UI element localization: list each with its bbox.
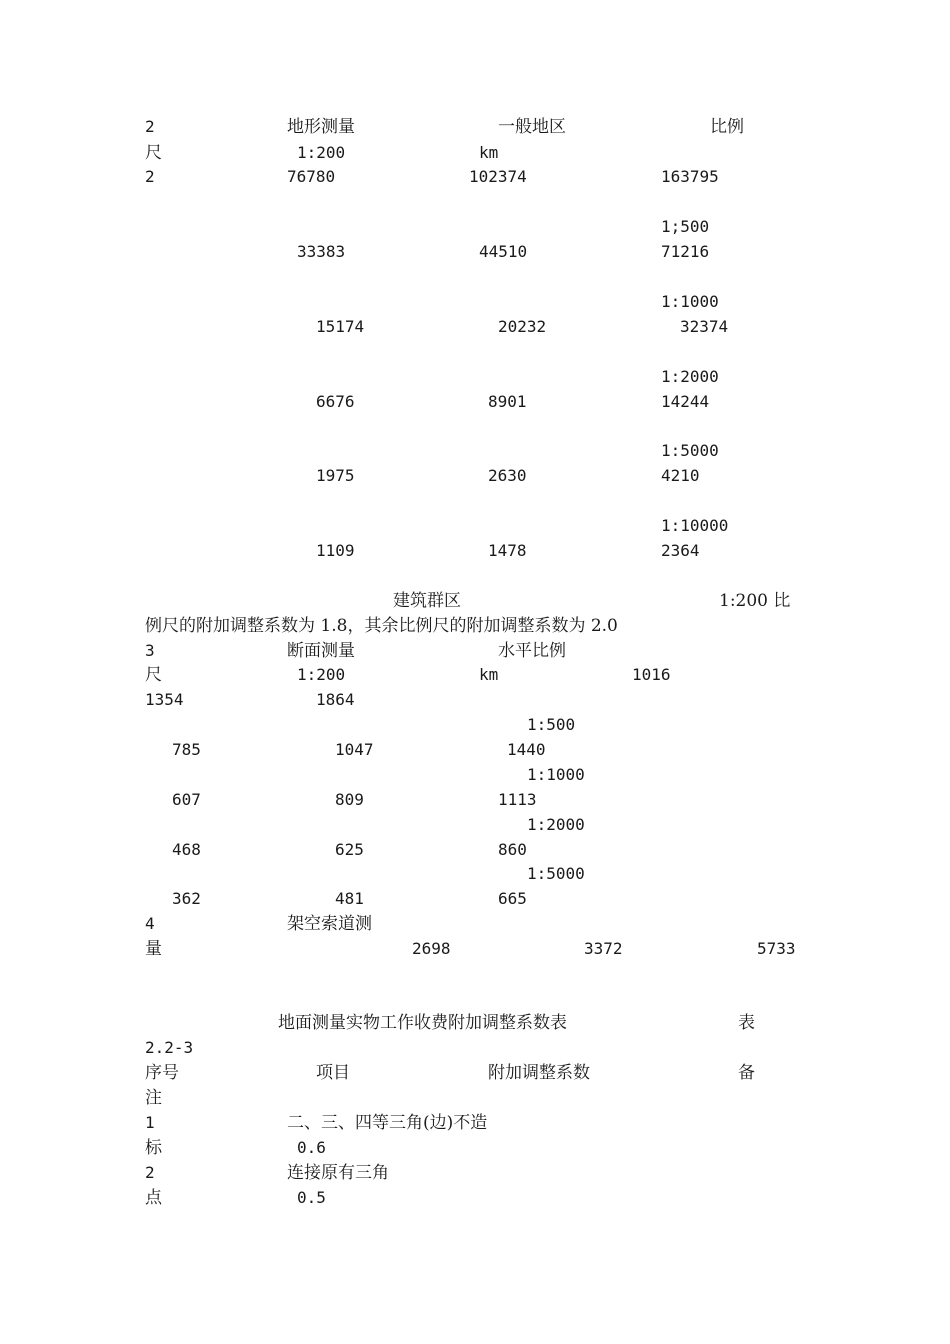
value-cell: 1113 [498, 790, 537, 809]
scale-value: 1:200 [297, 665, 346, 684]
scale-value: 1:500 [527, 715, 576, 734]
scale-value: 1:1000 [527, 765, 585, 784]
value-cell: 15174 [316, 317, 365, 336]
unit-label: km [479, 665, 499, 684]
note-label: 建筑群区 [393, 591, 461, 611]
table-title: 地面测量实物工作收费附加调整系数表 [278, 1013, 567, 1033]
scale-value: 1:1000 [661, 292, 719, 311]
value-cell: 809 [335, 790, 364, 809]
value-cell: 1440 [507, 740, 546, 759]
scale-label: 水平比例 [498, 641, 566, 661]
value-cell: 8901 [488, 392, 527, 411]
value-cell: 1354 [145, 690, 184, 709]
value-cell: 625 [335, 840, 364, 859]
table-label: 表 [738, 1013, 755, 1033]
value-cell: 2698 [412, 939, 451, 958]
column-header-note-cont: 注 [145, 1088, 162, 1108]
value-cell: 33383 [297, 242, 346, 261]
value-cell: 785 [172, 740, 201, 759]
row-number: 2 [145, 117, 155, 136]
unit-label: km [479, 143, 499, 162]
value-cell: 71216 [661, 242, 710, 261]
row-number: 1 [145, 1113, 155, 1132]
scale-suffix: 尺 [145, 143, 162, 163]
column-header-no: 序号 [145, 1063, 179, 1083]
scale-value: 1:2000 [527, 815, 585, 834]
value-cell: 2630 [488, 466, 527, 485]
scale-suffix: 尺 [145, 665, 162, 685]
column-header-coef: 附加调整系数 [488, 1063, 590, 1083]
row-number: 2 [145, 167, 155, 186]
table-number: 2.2-3 [145, 1038, 194, 1057]
value-cell: 1047 [335, 740, 374, 759]
row-number: 4 [145, 914, 155, 933]
column-header-note: 备 [738, 1063, 755, 1083]
item-name: 地形测量 [287, 117, 355, 137]
item-name-cont: 点 [145, 1188, 162, 1208]
coef-value: 0.6 [297, 1138, 326, 1157]
area-label: 一般地区 [498, 117, 566, 137]
coef-value: 0.5 [297, 1188, 326, 1207]
item-name-cont: 标 [145, 1138, 162, 1158]
scale-value: 1:10000 [661, 516, 729, 535]
item-name: 二、三、四等三角(边)不造 [287, 1113, 488, 1133]
value-cell: 468 [172, 840, 201, 859]
value-cell: 860 [498, 840, 527, 859]
value-cell: 1864 [316, 690, 355, 709]
value-cell: 14244 [661, 392, 710, 411]
scale-label: 比例 [710, 117, 744, 137]
item-name: 断面测量 [287, 641, 355, 661]
item-name: 连接原有三角 [287, 1163, 389, 1183]
value-cell: 163795 [661, 167, 719, 186]
scale-value: 1;500 [661, 217, 710, 236]
value-cell: 32374 [680, 317, 729, 336]
row-number: 3 [145, 641, 155, 660]
value-cell: 1975 [316, 466, 355, 485]
column-header-item: 项目 [316, 1063, 350, 1083]
value-cell: 1478 [488, 541, 527, 560]
note-scale: 1:200 比 [719, 591, 791, 611]
value-cell: 2364 [661, 541, 700, 560]
value-cell: 607 [172, 790, 201, 809]
value-cell: 44510 [479, 242, 528, 261]
value-cell: 481 [335, 889, 364, 908]
value-cell: 102374 [469, 167, 527, 186]
scale-value: 1:5000 [661, 441, 719, 460]
item-name: 架空索道测 [287, 914, 372, 934]
scale-value: 1:5000 [527, 864, 585, 883]
value-cell: 5733 [757, 939, 796, 958]
value-cell: 362 [172, 889, 201, 908]
value-cell: 4210 [661, 466, 700, 485]
value-cell: 6676 [316, 392, 355, 411]
item-name-cont: 量 [145, 939, 162, 959]
scale-value: 1:2000 [661, 367, 719, 386]
row-number: 2 [145, 1163, 155, 1182]
value-cell: 665 [498, 889, 527, 908]
value-cell: 76780 [287, 167, 336, 186]
value-cell: 1016 [632, 665, 671, 684]
value-cell: 3372 [584, 939, 623, 958]
scale-value: 1:200 [297, 143, 346, 162]
note-text: 例尺的附加调整系数为 1.8，其余比例尺的附加调整系数为 2.0 [145, 616, 618, 636]
value-cell: 20232 [498, 317, 547, 336]
value-cell: 1109 [316, 541, 355, 560]
